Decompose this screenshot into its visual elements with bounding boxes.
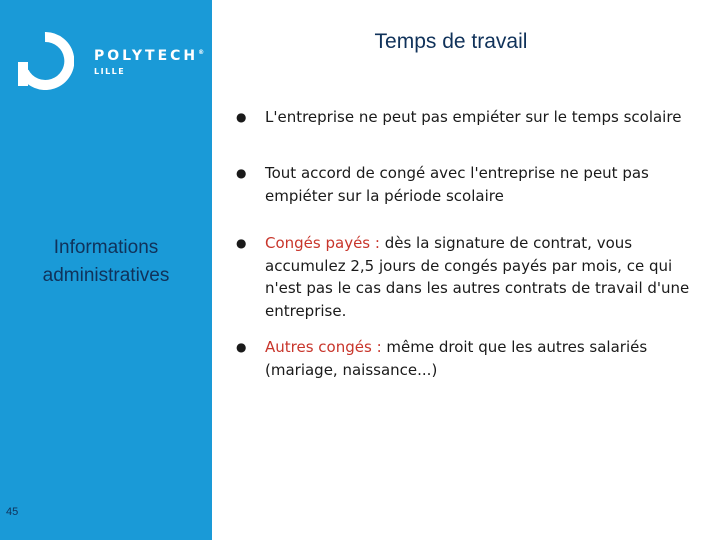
bullet-item bbox=[236, 336, 702, 386]
bullet-item bbox=[236, 106, 702, 162]
bullet-highlight: Congés payés : bbox=[265, 234, 385, 252]
logo-wordmark: POLYTECH bbox=[94, 48, 199, 64]
logo-registered-mark: ® bbox=[198, 49, 205, 56]
section-title bbox=[0, 234, 212, 290]
bullet-dot-icon: ● bbox=[236, 110, 247, 124]
bullet-text: même droit que les autres salariés (mariage, naissance...) bbox=[265, 338, 648, 379]
bullet-dot-icon: ● bbox=[236, 236, 247, 250]
slide-title: Temps de travail bbox=[374, 30, 528, 53]
polytech-logo bbox=[16, 32, 206, 90]
bullet-dot-icon: ● bbox=[236, 340, 247, 354]
page-number: 45 bbox=[6, 506, 19, 518]
logo-subtitle: LILLE bbox=[94, 67, 126, 76]
section-title-line1: Informations bbox=[53, 237, 159, 258]
section-title-line2: administratives bbox=[42, 265, 170, 286]
bullet-highlight: Autres congés : bbox=[265, 338, 387, 356]
bullet-list bbox=[236, 106, 702, 386]
bullet-text: L'entreprise ne peut pas empiéter sur le temps scolaire bbox=[265, 108, 682, 126]
bullet-text: dès la signature de contrat, vous accumulez 2,5 jours de congés payés par mois, ce qui n'est pas le cas dans les autres contrats de travail d'une entreprise. bbox=[265, 234, 690, 320]
sidebar bbox=[0, 0, 212, 540]
bullet-dot-icon: ● bbox=[236, 166, 247, 180]
bullet-text: Tout accord de congé avec l'entreprise ne peut pas empiéter sur la période scolaire bbox=[265, 164, 649, 205]
bullet-item bbox=[236, 232, 702, 336]
bullet-item bbox=[236, 162, 702, 232]
polytech-logo-icon bbox=[16, 32, 74, 90]
